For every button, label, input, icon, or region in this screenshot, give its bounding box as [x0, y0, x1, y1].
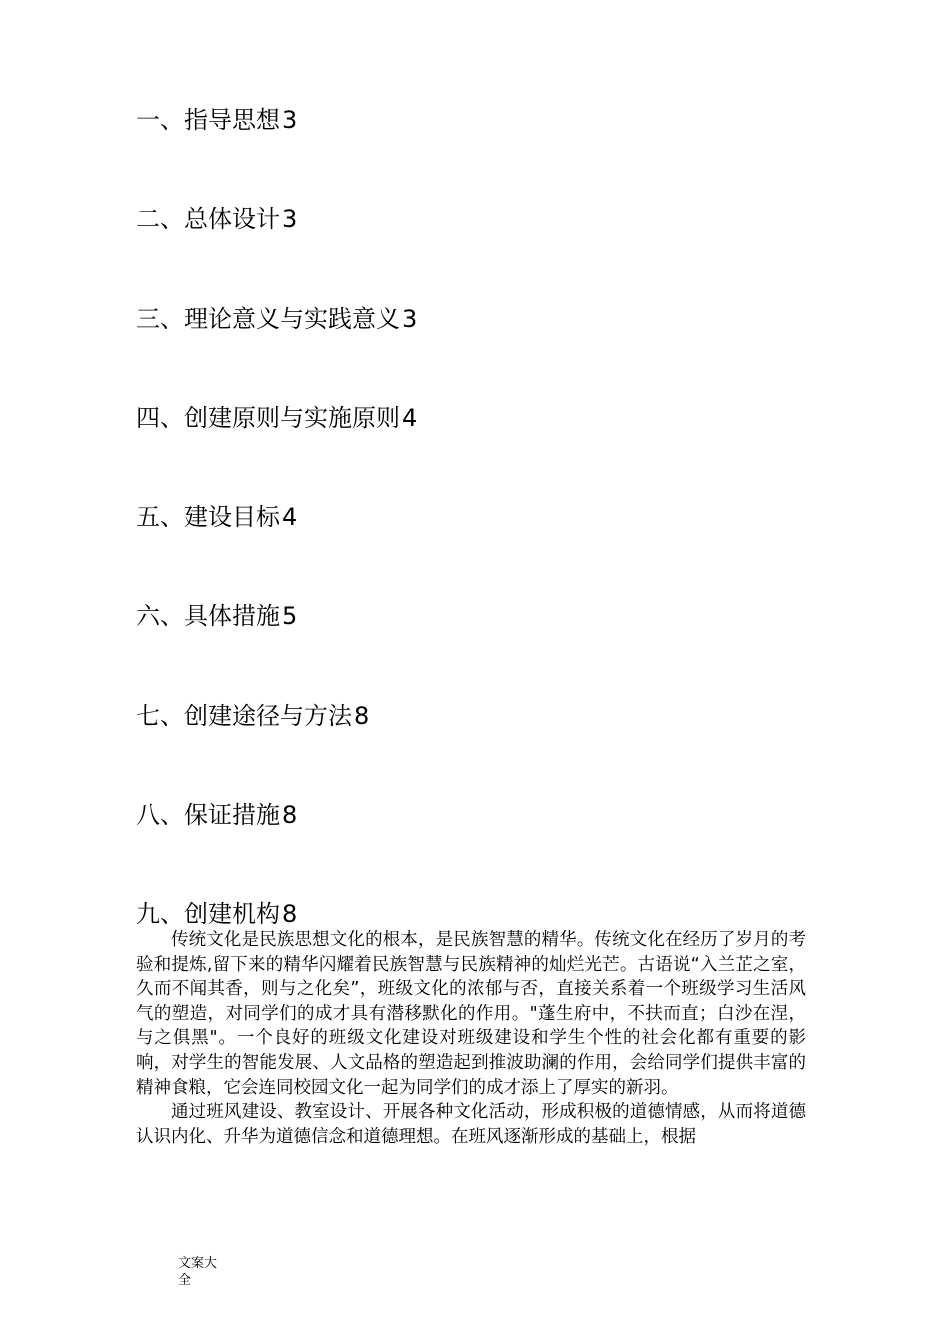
toc-item-page: 8 [282, 900, 298, 928]
body-paragraph-2: 通过班风建设、教室设计、开展各种文化活动，形成积极的道德情感，从而将道德认识内化、升华为道德信念和道德理想。在班风逐渐形成的基础上，根据 [136, 1102, 806, 1147]
toc-item-page: 3 [282, 205, 298, 233]
toc-item-title: 四、创建原则与实施原则 [136, 404, 400, 432]
toc-item-page: 5 [282, 602, 298, 630]
toc-item-page: 8 [354, 702, 370, 730]
toc-item-page: 4 [402, 404, 418, 432]
toc-item-title: 二、总体设计 [136, 205, 280, 233]
toc-item-6[interactable] [136, 601, 297, 631]
toc-item-page: 8 [282, 801, 298, 829]
toc-item-title: 九、创建机构 [136, 900, 280, 928]
toc-item-title: 三、理论意义与实践意义 [136, 305, 400, 333]
toc-item-page: 3 [282, 106, 298, 134]
toc-item-5[interactable] [136, 502, 297, 532]
toc-item-title: 五、建设目标 [136, 503, 280, 531]
footer-label: 文案大全 [178, 1256, 218, 1288]
body-paragraph-1: 传统文化是民族思想文化的根本，是民族智慧的精华。传统文化在经历了岁月的考验和提炼,留下来的精华闪耀着民族智慧与民族精神的灿烂光芒。古语说“入兰芷之室，久而不闻其香，则与之化矣”，班级文化的浓郁与否，直接关系着一个班级学习生活风气的塑造，对同学们的成才具有潜移默化的作用。"蓬生府中，不扶而直；白沙在涅，与之俱黑"。一个良好的班级文化建设对班级建设和学生个性的社会化都有重要的影响，对学生的智能发展、人文品格的塑造起到推波助澜的作用，会给同学们提供丰富的精神食粮，它会连同校园文化一起为同学们的成才添上了厚实的新羽。 [136, 930, 806, 1098]
toc-item-9[interactable] [136, 899, 297, 929]
toc-item-title: 六、具体措施 [136, 602, 280, 630]
toc-item-1[interactable] [136, 105, 297, 135]
toc-item-2[interactable] [136, 204, 297, 234]
body-text [136, 928, 806, 1149]
toc-item-8[interactable] [136, 800, 297, 830]
toc-item-page: 4 [282, 503, 298, 531]
toc-item-4[interactable] [136, 403, 417, 433]
toc-item-title: 八、保证措施 [136, 801, 280, 829]
toc-item-3[interactable] [136, 304, 417, 334]
toc-item-title: 七、创建途径与方法 [136, 702, 352, 730]
toc-item-7[interactable] [136, 701, 369, 731]
toc-item-title: 一、指导思想 [136, 106, 280, 134]
toc-item-page: 3 [402, 305, 418, 333]
